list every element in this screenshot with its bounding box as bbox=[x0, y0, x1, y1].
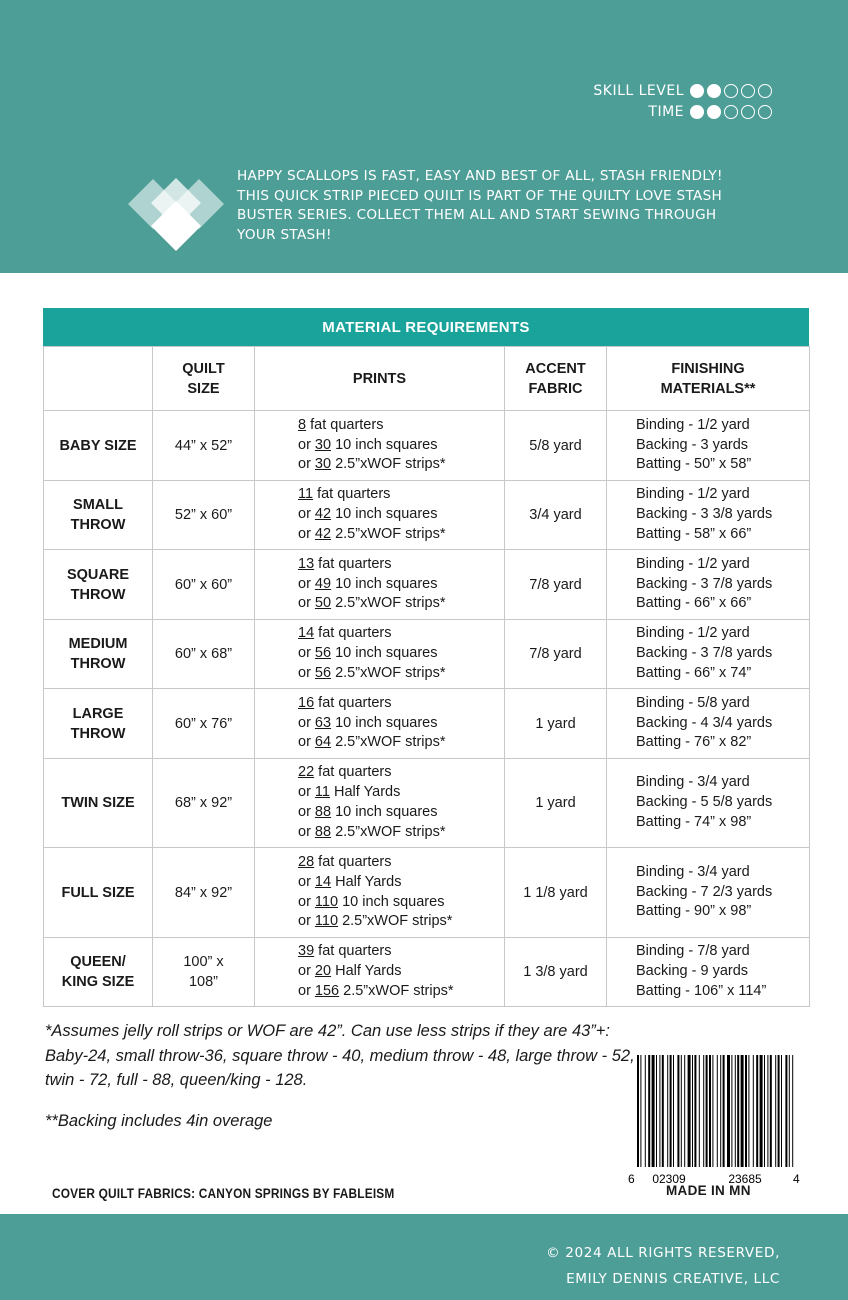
print-option: 14 fat quarters bbox=[298, 625, 392, 642]
print-count: 64 bbox=[314, 734, 332, 751]
barcode-bar bbox=[681, 1055, 682, 1167]
finishing-item: Batting - 66” x 74” bbox=[636, 664, 752, 681]
finishing-item: Binding - 1/2 yard bbox=[636, 555, 750, 572]
finishing-item: Batting - 90” x 98” bbox=[636, 903, 752, 920]
barcode-bar bbox=[637, 1055, 639, 1167]
barcode-bar bbox=[753, 1055, 754, 1167]
quilt-name: MEDIUM THROW bbox=[44, 620, 153, 689]
print-count: 30 bbox=[314, 436, 332, 453]
print-count: 14 bbox=[314, 873, 332, 890]
finishing-cell bbox=[607, 550, 810, 620]
empty-dot-icon bbox=[741, 105, 755, 119]
barcode-bar bbox=[767, 1055, 768, 1167]
print-option: 28 fat quarters bbox=[298, 853, 392, 870]
quilt-dimensions: 44” x 52” bbox=[153, 411, 255, 481]
barcode-bar bbox=[720, 1055, 721, 1167]
print-count: 13 bbox=[298, 555, 315, 572]
quilt-name: SMALL THROW bbox=[44, 481, 153, 550]
barcode-bar bbox=[709, 1055, 711, 1167]
finishing-item: Batting - 74” x 98” bbox=[636, 813, 752, 830]
print-count: 30 bbox=[314, 456, 332, 473]
accent-fabric: 5/8 yard bbox=[505, 411, 607, 481]
print-count: 50 bbox=[314, 595, 332, 612]
prints-cell bbox=[255, 411, 505, 481]
finishing-cell bbox=[607, 689, 810, 759]
finishing-cell bbox=[607, 411, 810, 481]
table-row bbox=[44, 938, 810, 1007]
print-option: 22 fat quarters bbox=[298, 764, 392, 781]
finishing-item: Backing - 7 2/3 yards bbox=[636, 883, 773, 900]
barcode-bar bbox=[781, 1055, 782, 1167]
cover-fabrics-credit: COVER QUILT FABRICS: CANYON SPRINGS BY FABLEISM bbox=[52, 1186, 395, 1201]
print-option: or 110 2.5”xWOF strips* bbox=[298, 913, 453, 930]
made-in-label: MADE IN MN bbox=[666, 1183, 751, 1198]
prints-cell bbox=[255, 848, 505, 938]
print-option: or 42 2.5”xWOF strips* bbox=[298, 525, 446, 542]
print-option: or 20 Half Yards bbox=[298, 963, 402, 980]
empty-dot-icon bbox=[741, 84, 755, 98]
accent-fabric: 1 yard bbox=[505, 689, 607, 759]
barcode-bar bbox=[703, 1055, 704, 1167]
finishing-cell bbox=[607, 620, 810, 689]
print-option: 8 fat quarters bbox=[298, 416, 384, 433]
barcode-bar bbox=[792, 1055, 793, 1167]
barcode-bar bbox=[684, 1055, 685, 1167]
barcode-bar bbox=[673, 1055, 674, 1167]
finishing-cell bbox=[607, 848, 810, 938]
column-header-quilt-size: QUILT SIZE bbox=[153, 347, 255, 411]
finishing-cell bbox=[607, 938, 810, 1007]
print-option: 39 fat quarters bbox=[298, 943, 392, 960]
finishing-item: Binding - 1/2 yard bbox=[636, 486, 750, 503]
print-option: 11 fat quarters bbox=[298, 486, 391, 503]
header-row bbox=[44, 347, 810, 411]
skill-level-dots bbox=[690, 84, 772, 98]
time-label: TIME bbox=[648, 103, 684, 120]
print-option: or 110 10 inch squares bbox=[298, 893, 445, 910]
finishing-item: Binding - 3/4 yard bbox=[636, 863, 750, 880]
material-requirements-table bbox=[43, 308, 809, 1007]
copyright bbox=[546, 1240, 780, 1292]
print-count: 11 bbox=[314, 784, 330, 801]
print-count: 42 bbox=[314, 506, 332, 523]
finishing-item: Backing - 9 yards bbox=[636, 963, 749, 980]
print-option: or 30 10 inch squares bbox=[298, 436, 438, 453]
print-count: 63 bbox=[314, 714, 332, 731]
accent-fabric: 3/4 yard bbox=[505, 481, 607, 550]
barcode-bar bbox=[737, 1055, 739, 1167]
barcode-bar bbox=[648, 1055, 650, 1167]
table-row bbox=[44, 620, 810, 689]
print-count: 110 bbox=[314, 913, 339, 930]
print-option: or 11 Half Yards bbox=[298, 784, 401, 801]
header-band bbox=[0, 0, 848, 273]
barcode-bar bbox=[770, 1055, 772, 1167]
barcode-bar bbox=[764, 1055, 765, 1167]
barcode-bar bbox=[640, 1055, 641, 1167]
print-count: 49 bbox=[314, 575, 332, 592]
finishing-item: Binding - 7/8 yard bbox=[636, 943, 750, 960]
jelly-roll-note: *Assumes jelly roll strips or WOF are 42”. Can use less strips if they are 43”+: Baby-24, small throw-36, square throw - 40, medium throw - 48, large throw - 52, twin - 72, full - 88, queen/king - 128. bbox=[45, 1022, 635, 1089]
barcode-bar bbox=[670, 1055, 672, 1167]
description-line: HAPPY SCALLOPS IS FAST, EASY AND BEST OF ALL, STASH FRIENDLY! bbox=[237, 168, 723, 184]
barcode-bar bbox=[735, 1055, 736, 1167]
print-option: or 30 2.5”xWOF strips* bbox=[298, 456, 446, 473]
finishing-item: Backing - 4 3/4 yards bbox=[636, 714, 773, 731]
description-line: YOUR STASH! bbox=[237, 226, 332, 243]
time-dots bbox=[690, 105, 772, 119]
barcode-bar bbox=[760, 1055, 763, 1167]
prints-cell bbox=[255, 481, 505, 550]
column-header bbox=[44, 347, 153, 411]
empty-dot-icon bbox=[724, 105, 738, 119]
barcode-bar bbox=[778, 1055, 780, 1167]
print-count: 39 bbox=[298, 943, 315, 960]
finishing-item: Binding - 1/2 yard bbox=[636, 625, 750, 642]
barcode-bar bbox=[731, 1055, 732, 1167]
print-count: 11 bbox=[298, 486, 314, 503]
barcode-bar bbox=[692, 1055, 693, 1167]
description-line: BUSTER SERIES. COLLECT THEM ALL AND START SEWING THROUGH bbox=[237, 207, 717, 224]
print-option: or 56 2.5”xWOF strips* bbox=[298, 664, 446, 681]
accent-fabric: 1 yard bbox=[505, 759, 607, 848]
quilt-dimensions: 60” x 76” bbox=[153, 689, 255, 759]
barcode-bar bbox=[775, 1055, 776, 1167]
barcode-bar bbox=[717, 1055, 718, 1167]
requirements-grid bbox=[43, 346, 810, 1007]
barcode-bar bbox=[699, 1055, 700, 1167]
filled-dot-icon bbox=[707, 105, 721, 119]
print-option: or 64 2.5”xWOF strips* bbox=[298, 734, 446, 751]
quilt-dimensions: 60” x 68” bbox=[153, 620, 255, 689]
barcode-bar bbox=[706, 1055, 708, 1167]
quilt-name: BABY SIZE bbox=[44, 411, 153, 481]
barcode-bar bbox=[712, 1055, 713, 1167]
barcode-bar bbox=[645, 1055, 646, 1167]
print-count: 56 bbox=[314, 645, 332, 662]
finishing-item: Backing - 3 yards bbox=[636, 436, 749, 453]
finishing-item: Binding - 1/2 yard bbox=[636, 416, 750, 433]
filled-dot-icon bbox=[707, 84, 721, 98]
filled-dot-icon bbox=[690, 105, 704, 119]
prints-cell bbox=[255, 550, 505, 620]
pattern-description bbox=[237, 167, 797, 245]
barcode-bar bbox=[785, 1055, 787, 1167]
print-count: 16 bbox=[298, 694, 315, 711]
quilt-dimensions: 52” x 60” bbox=[153, 481, 255, 550]
quilt-dimensions: 84” x 92” bbox=[153, 848, 255, 938]
time-row bbox=[593, 101, 772, 122]
finishing-item: Binding - 5/8 yard bbox=[636, 694, 750, 711]
quilt-name: QUEEN/ KING SIZE bbox=[44, 938, 153, 1007]
print-option: 13 fat quarters bbox=[298, 555, 392, 572]
filled-dot-icon bbox=[690, 84, 704, 98]
prints-cell bbox=[255, 938, 505, 1007]
print-count: 14 bbox=[298, 625, 315, 642]
prints-cell bbox=[255, 759, 505, 848]
quilt-dimensions: 60” x 60” bbox=[153, 550, 255, 620]
empty-dot-icon bbox=[724, 84, 738, 98]
quilt-name: FULL SIZE bbox=[44, 848, 153, 938]
barcode-icon bbox=[625, 1055, 803, 1185]
finishing-cell bbox=[607, 759, 810, 848]
barcode-bar bbox=[748, 1055, 749, 1167]
level-indicators bbox=[593, 80, 772, 122]
print-option: or 50 2.5”xWOF strips* bbox=[298, 595, 446, 612]
barcode-bar bbox=[694, 1055, 696, 1167]
barcode-bar bbox=[667, 1055, 668, 1167]
table-row bbox=[44, 481, 810, 550]
finishing-item: Batting - 66” x 66” bbox=[636, 595, 752, 612]
quilt-name: TWIN SIZE bbox=[44, 759, 153, 848]
accent-fabric: 7/8 yard bbox=[505, 620, 607, 689]
skill-level-label: SKILL LEVEL bbox=[593, 82, 684, 99]
barcode-bar bbox=[688, 1055, 691, 1167]
print-option: 16 fat quarters bbox=[298, 694, 392, 711]
description-line: THIS QUICK STRIP PIECED QUILT IS PART OF THE QUILTY LOVE STASH bbox=[237, 187, 723, 204]
barcode-bar bbox=[677, 1055, 679, 1167]
barcode-bar bbox=[741, 1055, 744, 1167]
print-count: 42 bbox=[314, 525, 332, 542]
barcode-bar bbox=[652, 1055, 655, 1167]
print-option: or 63 10 inch squares bbox=[298, 714, 438, 731]
quilt-name: LARGE THROW bbox=[44, 689, 153, 759]
finishing-item: Backing - 3 7/8 yards bbox=[636, 575, 773, 592]
print-count: 156 bbox=[314, 982, 340, 999]
finishing-item: Backing - 3 3/8 yards bbox=[636, 506, 773, 523]
table-row bbox=[44, 550, 810, 620]
empty-dot-icon bbox=[758, 84, 772, 98]
table-row bbox=[44, 848, 810, 938]
barcode-digit: 02309 bbox=[652, 1172, 686, 1185]
print-option: or 49 10 inch squares bbox=[298, 575, 438, 592]
column-header-accent-fabric: ACCENT FABRIC bbox=[505, 347, 607, 411]
barcode-bar bbox=[656, 1055, 657, 1167]
column-header-finishing: FINISHING MATERIALS** bbox=[607, 347, 810, 411]
print-option: or 14 Half Yards bbox=[298, 873, 402, 890]
finishing-item: Binding - 3/4 yard bbox=[636, 774, 750, 791]
barcode-bar bbox=[789, 1055, 790, 1167]
quilt-dimensions: 68” x 92” bbox=[153, 759, 255, 848]
print-option: or 88 10 inch squares bbox=[298, 804, 438, 820]
finishing-item: Batting - 106” x 114” bbox=[636, 982, 767, 999]
quilt-dimensions: 100” x 108” bbox=[153, 938, 255, 1007]
print-count: 88 bbox=[314, 823, 332, 840]
accent-fabric: 7/8 yard bbox=[505, 550, 607, 620]
print-count: 22 bbox=[298, 764, 315, 781]
barcode-bar bbox=[659, 1055, 660, 1167]
column-header-prints: PRINTS bbox=[255, 347, 505, 411]
footer-band bbox=[0, 1214, 848, 1300]
skill-level-row bbox=[593, 80, 772, 101]
barcode-bar bbox=[727, 1055, 730, 1167]
accent-fabric: 1 1/8 yard bbox=[505, 848, 607, 938]
prints-cell bbox=[255, 689, 505, 759]
backing-note: **Backing includes 4in overage bbox=[45, 1112, 273, 1130]
finishing-item: Backing - 3 7/8 yards bbox=[636, 645, 773, 662]
table-row bbox=[44, 689, 810, 759]
finishing-item: Batting - 76” x 82” bbox=[636, 734, 752, 751]
company-line: EMILY DENNIS CREATIVE, LLC bbox=[566, 1271, 780, 1287]
table-row bbox=[44, 411, 810, 481]
empty-dot-icon bbox=[758, 105, 772, 119]
barcode-digit: 4 bbox=[793, 1172, 800, 1185]
print-count: 110 bbox=[314, 893, 339, 910]
heart-diamond-logo-icon bbox=[128, 176, 224, 252]
print-option: or 88 2.5”xWOF strips* bbox=[298, 823, 446, 840]
accent-fabric: 1 3/8 yard bbox=[505, 938, 607, 1007]
print-count: 56 bbox=[314, 664, 332, 681]
barcode-digit: 23685 bbox=[728, 1172, 762, 1185]
print-count: 20 bbox=[314, 963, 332, 980]
barcode-digit: 6 bbox=[628, 1172, 635, 1185]
finishing-item: Batting - 50” x 58” bbox=[636, 456, 752, 473]
print-count: 28 bbox=[298, 853, 315, 870]
quilt-name: SQUARE THROW bbox=[44, 550, 153, 620]
finishing-item: Batting - 58” x 66” bbox=[636, 525, 752, 542]
barcode-bar bbox=[723, 1055, 725, 1167]
finishing-cell bbox=[607, 481, 810, 550]
prints-cell bbox=[255, 620, 505, 689]
print-option: or 156 2.5”xWOF strips* bbox=[298, 982, 454, 999]
finishing-item: Backing - 5 5/8 yards bbox=[636, 794, 773, 811]
barcode-bar bbox=[662, 1055, 664, 1167]
print-count: 8 bbox=[298, 416, 307, 433]
print-option: or 42 10 inch squares bbox=[298, 506, 438, 523]
print-count: 88 bbox=[314, 804, 332, 820]
print-option: or 56 10 inch squares bbox=[298, 645, 438, 662]
copyright-line: © 2024 ALL RIGHTS RESERVED, bbox=[546, 1245, 780, 1261]
table-row bbox=[44, 759, 810, 848]
barcode-bar bbox=[745, 1055, 747, 1167]
table-title: MATERIAL REQUIREMENTS bbox=[43, 308, 809, 346]
barcode-bar bbox=[756, 1055, 758, 1167]
